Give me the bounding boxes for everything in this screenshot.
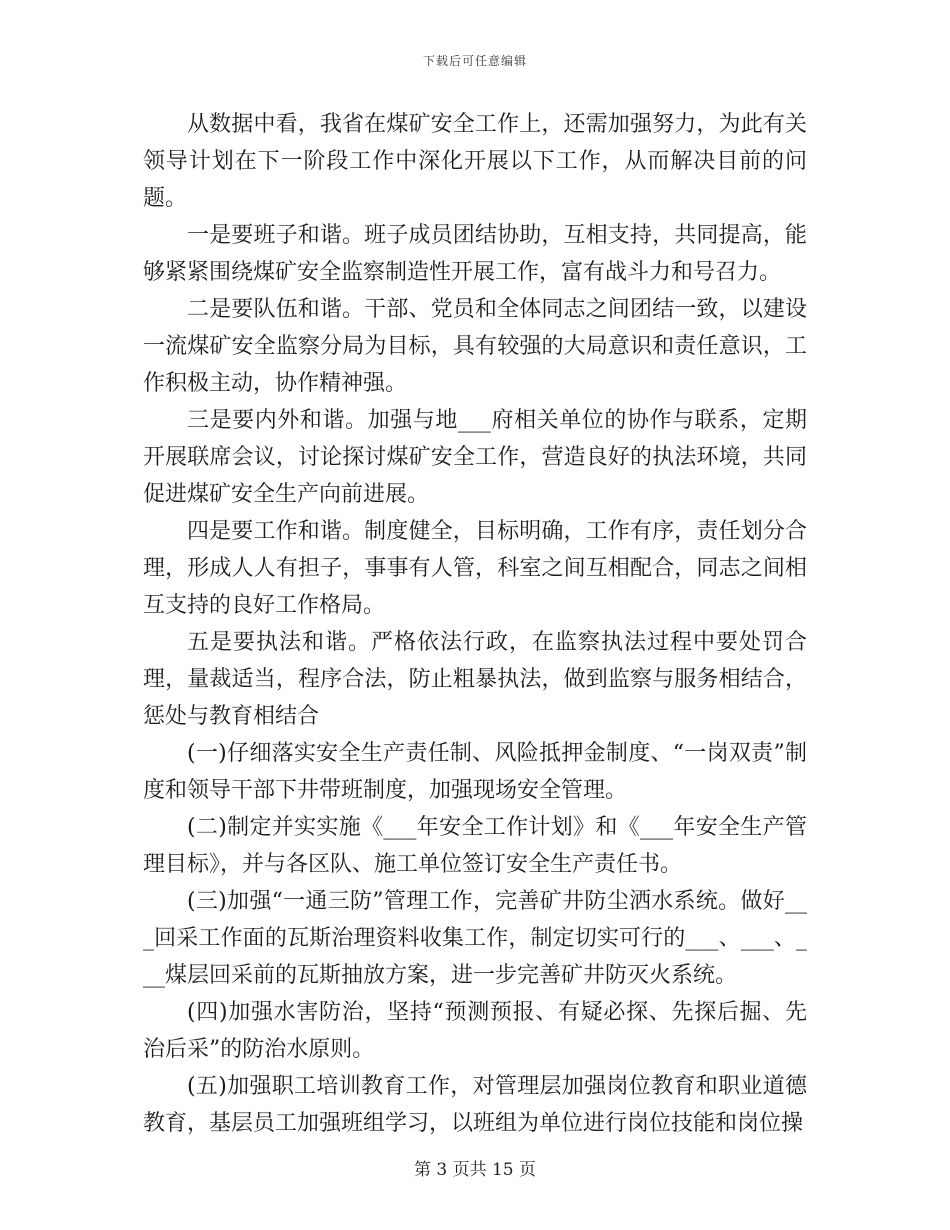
paragraph-measure-3: (三)加强“一通三防”管理工作，完善矿井防尘洒水系统。做好___回采工作面的瓦斯治理资料收集工作，制定切实可行的___、___、___煤层回采前的瓦斯抽放方案，进一步完善矿井防灭火系统。 xyxy=(143,889,807,988)
paragraph-measure-1: (一)仔细落实安全生产责任制、风险抵押金制度、“一岗双责”制度和领导干部下井带班制度，加强现场安全管理。 xyxy=(143,741,807,803)
page-number: 第 3 页共 15 页 xyxy=(413,1160,537,1180)
paragraph-item-4: 四是要工作和谐。制度健全，目标明确，工作有序，责任划分合理，形成人人有担子，事事有人管，科室之间互相配合，同志之间相互支持的良好工作格局。 xyxy=(143,519,807,618)
paragraph-measure-4: (四)加强水害防治，坚持“预测预报、有疑必探、先探后掘、先治后采”的防治水原则。 xyxy=(143,1000,807,1062)
paragraph-intro: 从数据中看，我省在煤矿安全工作上，还需加强努力，为此有关领导计划在下一阶段工作中深化开展以下工作，从而解决目前的问题。 xyxy=(143,112,807,211)
document-body xyxy=(143,106,807,1142)
paragraph-item-2: 二是要队伍和谐。干部、党员和全体同志之间团结一致，以建设一流煤矿安全监察分局为目标，具有较强的大局意识和责任意识，工作积极主动，协作精神强。 xyxy=(143,297,807,396)
paragraph-item-5: 五是要执法和谐。严格依法行政，在监察执法过程中要处罚合理，量裁适当，程序合法，防止粗暴执法，做到监察与服务相结合，惩处与教育相结合 xyxy=(143,630,807,729)
paragraph-measure-5: (五)加强职工培训教育工作，对管理层加强岗位教育和职业道德教育，基层员工加强班组学习，以班组为单位进行岗位技能和岗位操 xyxy=(143,1074,807,1136)
paragraph-item-3: 三是要内外和谐。加强与地___府相关单位的协作与联系，定期开展联席会议，讨论探讨煤矿安全工作，营造良好的执法环境，共同促进煤矿安全生产向前进展。 xyxy=(143,408,807,507)
paragraph-item-1: 一是要班子和谐。班子成员团结协助，互相支持，共同提高，能够紧紧围绕煤矿安全监察制造性开展工作，富有战斗力和号召力。 xyxy=(143,223,807,285)
paragraph-measure-2: (二)制定并实实施《___年安全工作计划》和《___年安全生产管理目标》，并与各区队、施工单位签订安全生产责任书。 xyxy=(143,815,807,877)
page-header-note: 下载后可任意编辑 xyxy=(422,54,527,68)
